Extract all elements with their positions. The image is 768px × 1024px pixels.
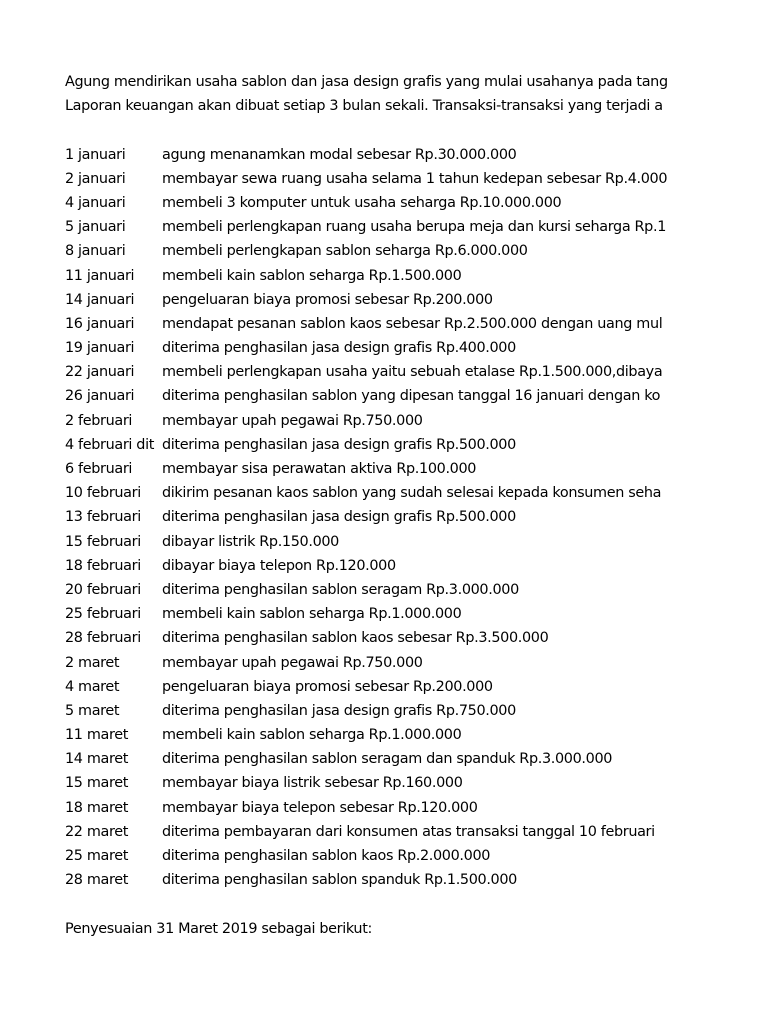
transaction-description: pengeluaran biaya promosi sebesar Rp.200.000 [162, 678, 493, 695]
transaction-row [65, 747, 673, 771]
transaction-date: 22 maret [65, 823, 129, 840]
transaction-row [65, 288, 673, 312]
transaction-date: 4 maret [65, 678, 120, 695]
adjustment-heading: Penyesuaian 31 Maret 2019 sebagai berikut: [65, 920, 372, 937]
transaction-description: diterima penghasilan sablon seragam Rp.3.000.000 [162, 581, 519, 598]
transaction-date: 2 maret [65, 654, 120, 671]
transaction-row [65, 264, 673, 288]
transaction-row [65, 844, 673, 868]
transaction-row [65, 433, 673, 457]
paragraph-gap [65, 892, 673, 916]
intro-line-2: Laporan keuangan akan dibuat setiap 3 bulan sekali. Transaksi-transaksi yang terjadi a [65, 98, 663, 115]
transaction-description: membayar biaya telepon sebesar Rp.120.000 [162, 799, 478, 816]
transaction-row [65, 143, 673, 167]
transaction-row [65, 602, 673, 626]
paragraph-gap [65, 118, 673, 142]
transaction-date: 25 maret [65, 848, 129, 864]
transaction-row [65, 481, 673, 505]
transaction-date: 4 januari [65, 194, 126, 211]
transaction-row [65, 312, 673, 336]
transaction-list [65, 143, 673, 893]
transaction-row [65, 239, 673, 263]
transaction-row [65, 191, 673, 215]
transaction-date: 8 januari [65, 243, 126, 260]
transaction-row [65, 699, 673, 723]
transaction-date: 18 maret [65, 799, 129, 816]
transaction-row [65, 215, 673, 239]
transaction-date: 5 maret [65, 702, 120, 719]
transaction-row [65, 626, 673, 650]
transaction-row [65, 651, 673, 675]
transaction-date: 1 januari [65, 146, 126, 163]
transaction-date: 14 maret [65, 751, 129, 768]
transaction-date: 11 januari [65, 267, 135, 284]
transaction-row [65, 675, 673, 699]
transaction-date: 25 februari [65, 606, 141, 623]
transaction-description: membeli kain sablon seharga Rp.1.000.000 [162, 606, 462, 623]
transaction-row [65, 554, 673, 578]
transaction-date: 16 januari [65, 315, 135, 332]
transaction-description: diterima penghasilan sablon kaos sebesar Rp.3.500.000 [162, 630, 549, 647]
transaction-date: 26 januari [65, 388, 135, 405]
transaction-description: membayar upah pegawai Rp.750.000 [162, 412, 423, 429]
transaction-row [65, 578, 673, 602]
transaction-description: diterima penghasilan sablon yang dipesan tanggal 16 januari dengan ko [162, 388, 661, 405]
transaction-description: diterima penghasilan sablon spanduk Rp.1.500.000 [162, 872, 517, 889]
transaction-date: 11 maret [65, 727, 129, 744]
transaction-date: 5 januari [65, 219, 126, 236]
transaction-row [65, 409, 673, 433]
transaction-description: membayar sewa ruang usaha selama 1 tahun kedepan sebesar Rp.4.000 [162, 170, 668, 187]
transaction-row [65, 796, 673, 820]
transaction-description: dibayar biaya telepon Rp.120.000 [162, 557, 396, 574]
transaction-description: membayar biaya listrik sebesar Rp.160.000 [162, 775, 463, 792]
transaction-description: diterima penghasilan sablon seragam dan spanduk Rp.3.000.000 [162, 751, 613, 768]
transaction-row [65, 723, 673, 747]
transaction-date: 15 maret [65, 775, 129, 792]
transaction-description: diterima penghasilan jasa design grafis Rp.500.000 [162, 436, 516, 453]
transaction-description: pengeluaran biaya promosi sebesar Rp.200.000 [162, 291, 493, 308]
transaction-description: membeli perlengkapan ruang usaha berupa meja dan kursi seharga Rp.1 [162, 219, 667, 236]
transaction-date: 15 februari [65, 533, 141, 550]
transaction-date: 2 februari [65, 412, 133, 429]
intro-line-1: Agung mendirikan usaha sablon dan jasa design grafis yang mulai usahanya pada tang [65, 74, 668, 90]
transaction-date: 28 februari [65, 630, 141, 647]
transaction-description: diterima penghasilan jasa design grafis Rp.500.000 [162, 509, 516, 526]
transaction-date: 4 februari dit [65, 436, 155, 453]
transaction-date: 18 februari [65, 557, 141, 574]
transaction-description: membayar upah pegawai Rp.750.000 [162, 654, 423, 671]
transaction-description: mendapat pesanan sablon kaos sebesar Rp.2.500.000 dengan uang mul [162, 315, 663, 332]
transaction-description: diterima pembayaran dari konsumen atas transaksi tanggal 10 februari [162, 823, 655, 840]
transaction-description: diterima penghasilan sablon kaos Rp.2.000.000 [162, 848, 491, 864]
transaction-row [65, 360, 673, 384]
transaction-row [65, 820, 673, 844]
transaction-description: membeli 3 komputer untuk usaha seharga Rp.10.000.000 [162, 194, 562, 211]
transaction-date: 22 januari [65, 364, 135, 381]
transaction-row [65, 457, 673, 481]
transaction-date: 6 februari [65, 461, 133, 477]
transaction-row [65, 771, 673, 795]
transaction-description: diterima penghasilan jasa design grafis Rp.750.000 [162, 702, 516, 719]
transaction-description: diterima penghasilan jasa design grafis Rp.400.000 [162, 340, 516, 357]
transaction-date: 2 januari [65, 170, 126, 187]
transaction-description: membeli kain sablon seharga Rp.1.500.000 [162, 267, 462, 284]
transaction-date: 10 februari [65, 485, 141, 502]
transaction-row [65, 336, 673, 360]
transaction-row [65, 530, 673, 554]
transaction-description: membayar sisa perawatan aktiva Rp.100.000 [162, 461, 477, 477]
document-content [65, 70, 673, 941]
transaction-row [65, 868, 673, 892]
transaction-description: membeli kain sablon seharga Rp.1.000.000 [162, 727, 462, 744]
transaction-row [65, 505, 673, 529]
transaction-description: dikirim pesanan kaos sablon yang sudah selesai kepada konsumen seha [162, 485, 662, 502]
transaction-date: 14 januari [65, 291, 135, 308]
transaction-row [65, 167, 673, 191]
transaction-date: 28 maret [65, 872, 129, 889]
transaction-description: membeli perlengkapan usaha yaitu sebuah etalase Rp.1.500.000,dibaya [162, 364, 663, 381]
transaction-date: 20 februari [65, 581, 141, 598]
transaction-description: membeli perlengkapan sablon seharga Rp.6.000.000 [162, 243, 528, 260]
transaction-description: agung menanamkan modal sebesar Rp.30.000.000 [162, 146, 517, 163]
transaction-date: 19 januari [65, 340, 135, 357]
transaction-date: 13 februari [65, 509, 141, 526]
transaction-description: dibayar listrik Rp.150.000 [162, 533, 339, 550]
transaction-row [65, 384, 673, 408]
